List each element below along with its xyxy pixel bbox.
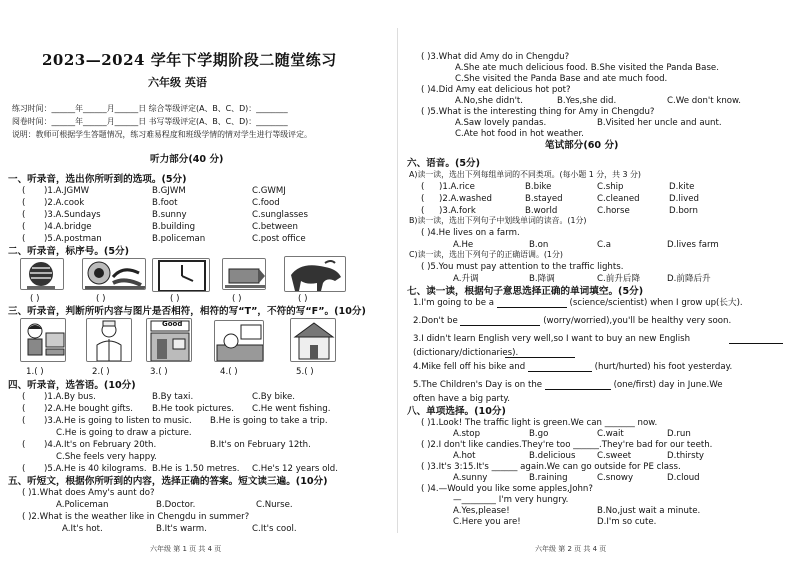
- page-title: 2023—2024 学年下学期阶段二随堂练习: [42, 51, 337, 69]
- s5-question-2: ( )2.What is the weather like in Chengdu in summer?: [22, 512, 250, 522]
- s3-bracket-3[interactable]: 3.( ): [150, 367, 168, 377]
- s2-bracket-2[interactable]: ( ): [96, 294, 106, 304]
- s7-line-1: 1.I'm going to be a (science/scientist) when I grow up(长大).: [413, 298, 743, 308]
- food-picture: [82, 258, 146, 290]
- s7-line-5: 5.The Children's Day is on the (one/first) day in June.We: [413, 380, 723, 390]
- page-footer-1: 六年级 第 1 页 共 4 页: [150, 545, 222, 553]
- fill-blank-1[interactable]: [497, 299, 567, 308]
- info-line-3: 说明：教师可根据学生答题情况，练习难易程度和班级学情的情对学生进行等级评定。: [12, 130, 312, 139]
- section-7-title: 七、读一读，根据句子意思选择正确的单词填空。(5分): [407, 286, 644, 297]
- s2-bracket-3[interactable]: ( ): [170, 294, 180, 304]
- s7-line-3: 3.I didn't learn English very well,so I want to buy an new English: [413, 334, 691, 344]
- s5-question-1: ( )1.What does Amy's aunt do?: [22, 488, 155, 498]
- s3-bracket-1[interactable]: 1.( ): [26, 367, 44, 377]
- listening-heading: 听力部分(40 分): [150, 154, 224, 165]
- s2-bracket-1[interactable]: ( ): [30, 294, 40, 304]
- pencil-picture: [222, 258, 266, 290]
- fill-blank-3[interactable]: [729, 343, 783, 344]
- s3-bracket-2[interactable]: 2.( ): [92, 367, 110, 377]
- section-6-title: 六、语音。(5分): [407, 158, 481, 169]
- section-8-title: 八、单项选择。(10分): [407, 406, 506, 417]
- info-line-1: 练习时间：______年______月______日 综合等级评定(A、B、C、D)：________: [12, 104, 288, 113]
- section-2-title: 二、听录音，标序号。(5分): [8, 246, 129, 257]
- cow-picture: [284, 256, 346, 292]
- fill-blank-2[interactable]: [460, 317, 540, 326]
- sick-boy-picture: [214, 320, 264, 362]
- s2-bracket-5[interactable]: ( ): [298, 294, 308, 304]
- s3-bracket-4[interactable]: 4.( ): [220, 367, 238, 377]
- s5-question-5: ( )5.What is the interesting thing for Amy in Chengdu?: [421, 107, 655, 117]
- clock-picture: [152, 258, 210, 292]
- page-subtitle: 六年级 英语: [148, 76, 207, 89]
- fill-blank-3b[interactable]: [505, 357, 575, 358]
- s3-bracket-5[interactable]: 5.( ): [296, 367, 314, 377]
- section-4-title: 四、听录音，选答语。(10分): [8, 380, 136, 391]
- fill-blank-4[interactable]: [528, 363, 592, 372]
- s7-line-4: 4.Mike fell off his bike and (hurt/hurted) his foot yesterday.: [413, 362, 733, 372]
- blackboard-picture: [20, 258, 64, 290]
- written-heading: 笔试部分(60 分): [545, 140, 619, 151]
- house-picture: [290, 318, 336, 362]
- section-5-title: 五、听短文，根据你所听到的内容，选择正确的答案。短文读三遍。(10分): [8, 476, 328, 487]
- s5-question-4: ( )4.Did Amy eat delicious hot pot?: [421, 85, 571, 95]
- s7-line-2: 2.Don't be (worry/worried),you'll be healthy very soon.: [413, 316, 732, 326]
- fill-blank-5[interactable]: [545, 381, 611, 390]
- info-line-2: 阅卷时间：______年______月______日 书写等级评定(A、B、C、D)：________: [12, 117, 288, 126]
- section-1-title: 一、听录音，选出你所听到的选项。(5分): [8, 174, 187, 185]
- s5-question-3: ( )3.What did Amy do in Chengdu?: [421, 52, 570, 62]
- section-3-title: 三、听录音，判断所听内容与图片是否相符，相符的写“T”，不符的写“F”。(10分): [8, 306, 366, 317]
- shop-sign-text: Good: [162, 320, 183, 328]
- left-page: 2023—2024 学年下学期阶段二随堂练习 六年级 英语 练习时间：______年______月______日 综合等级评定(A、B、C、D)：________ 阅卷时间：______年______月______日 书写等级评定(A、B、C、D)：________ 说明：教师可根据学生答题情况，练习难易程度和班级学情的情对学生进行等级评定。 听力部分(40 分) 一、听录音，选出你所听到的选项。(5分) ( )1.A.JGMW B.GJWM C.GWMJ ( )2.A.cook B.foot C.food ( )3.A.Sundays B.sunny C.sunglasses ( )4.A.bridge B.building C.between ( )5.A.postman B.policeman C.post office 二、听录音，标序号。(5分) ( ) ( ) ( ) ( ) ( ) 三、听录音，判断所听内容与图片是否相符，相符的写“T”，不符的写“F”。(10分) Good 1.( ) 2.( ) 3.( ) 4.( ) 5.( ) 四、听录音，选答语。(10分) ( )1.A.By bus. B.By taxi. C.By bike. ( )2.A.He bought gifts. B.He took pictures. C.He went fishing. ( )3.A.He is going to listen to music. B.He is going to take a trip. C.He is going to draw a picture. ( )4.A.It's on February 20th. B.It's on February 12th. C.She feels very happy. ( )5.A.He is 40 kilograms. B.He is 1.50 metres. C.He's 12 years old. 五、听短文，根据你所听到的内容，选择正确的答案。短文读三遍。(10分) ( )1.What does Amy's aunt do? A.Policeman B.Doctor. C.Nurse. ( )2.What is the weather like in Chengdu in summer? A.It's hot. B.It's warm. C.It's cool. 六年级 第 1 页 共 4 页: [8, 51, 366, 553]
- s2-bracket-4[interactable]: ( ): [232, 294, 242, 304]
- right-page: ( )3.What did Amy do in Chengdu? A.She ate much delicious food. B.She visited the Panda Base. C.She visited the Panda Base and ate much food. ( )4.Did Amy eat delicious hot pot? A.No,she didn't. B.Yes,she did. C.We don't know. ( )5.What is the interesting thing for Amy in Chengdu? A.Saw lovely pandas. B.Visited her uncle and aunt. C.Ate hot food in hot weather. 笔试部分(60 分) 六、语音。(5分) A)读一读，选出下列每组单词的不同类项。(每小题 1 分，共 3 分) ( )1.A.rice B.bike C.ship D.kite ( )2.A.washed B.stayed C.cleaned D.lived ( )3.A.fork B.world C.horse D.born B)读一读，选出下列句子中划线单词的读音。(1分) ( )4.He lives on a farm. A.He B.on C.a D.lives farm C)读一读，选出下列句子的正确语调。(1分) ( )5.You must pay attention to the traffic lights. A.升调 B.降调 C.前升后降 D.前降后升 七、读一读，根据句子意思选择正确的单词填空。(5分) 1.I'm going to be a (science/scientist) when I grow up(长大). 2.Don't be (worry/worried),you'll be healthy very soon. 3.I didn't learn English very well,so I want to buy an new English (dictionary/dictionaries). 4.Mike fell off his bike and (hurt/hurted) his foot yesterday. 5.The Children's Day is on the (one/first) day in June.We often have a big party. 八、单项选择。(10分) ( )1.Look! The traffic light is green.We can _______ now. A.stop B.go C.wait D.run ( )2.I don't like candies.They're too ______.They're bad for our teeth. A.hot B.delicious C.sweet D.thirsty ( )3.It's 3:15.It's ______ again.We can go outside for PE class. A.sunny B.raining C.snowy D.cloud ( )4.—Would you like some apples,John? —________ I'm very hungry. A.Yes,please! B.No,just wait a minute. C.Here you are! D.I'm so cute. 六年级 第 2 页 共 4 页: [397, 0, 794, 561]
- doctor-picture: [86, 318, 132, 362]
- page-footer-2: 六年级 第 2 页 共 4 页: [535, 545, 607, 553]
- boy-computer-picture: [20, 318, 66, 362]
